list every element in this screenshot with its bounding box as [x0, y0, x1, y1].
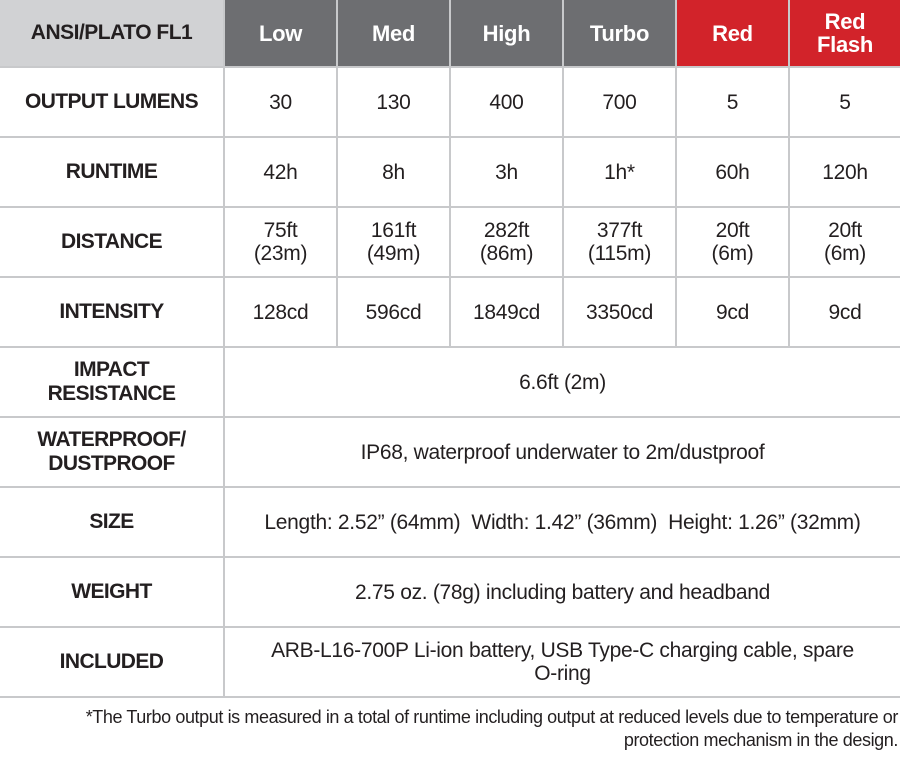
cell-value: 120h — [789, 137, 900, 207]
row-label: RUNTIME — [0, 137, 224, 207]
mode-label: Med — [371, 20, 416, 46]
cell-value: 2.75 oz. (78g) including battery and headband — [224, 557, 900, 627]
cell-value — [337, 207, 450, 277]
mode-header-high — [450, 0, 563, 67]
mode-label: High — [482, 20, 531, 46]
distance-ft: 75ft — [263, 219, 298, 242]
distance-ft: 282ft — [483, 219, 530, 242]
row-runtime — [0, 137, 900, 207]
cell-value: Length: 2.52” (64mm) Width: 1.42” (36mm) Height: 1.26” (32mm) — [224, 487, 900, 557]
corner-header: ANSI/PLATO FL1 — [0, 0, 224, 67]
cell-value — [224, 207, 337, 277]
row-size — [0, 487, 900, 557]
distance-ft: 377ft — [596, 219, 643, 242]
cell-value: 60h — [676, 137, 789, 207]
cell-value — [789, 207, 900, 277]
label-line1: IMPACT — [73, 358, 150, 381]
value-line2: O-ring — [534, 662, 591, 685]
cell-value: 1h* — [563, 137, 676, 207]
cell-value — [676, 207, 789, 277]
cell-value: IP68, waterproof underwater to 2m/dustproof — [224, 417, 900, 487]
distance-ft: 20ft — [828, 219, 862, 242]
distance-m: (49m) — [366, 242, 421, 265]
distance-m: (23m) — [253, 242, 308, 265]
row-weight — [0, 557, 900, 627]
value-line1: ARB-L16-700P Li-ion battery, USB Type-C charging cable, spare — [271, 639, 854, 662]
mode-label: Red — [712, 20, 753, 46]
row-label — [0, 417, 224, 487]
mode-label-line1: Red — [824, 9, 866, 34]
row-label: DISTANCE — [0, 207, 224, 277]
row-included — [0, 627, 900, 697]
label-line1: WATERPROOF/ — [37, 428, 186, 451]
mode-header-red-flash — [789, 0, 900, 67]
cell-value: 1849cd — [450, 277, 563, 347]
cell-value: 5 — [789, 67, 900, 137]
label-line2: RESISTANCE — [47, 382, 176, 405]
distance-m: (86m) — [479, 242, 534, 265]
footnote-line2: protection mechanism in the design. — [623, 730, 898, 750]
cell-value: 30 — [224, 67, 337, 137]
cell-value: 130 — [337, 67, 450, 137]
distance-m: (6m) — [824, 242, 866, 265]
cell-value: 5 — [676, 67, 789, 137]
label-line2: DUSTPROOF — [48, 452, 175, 475]
mode-label: Turbo — [589, 20, 650, 46]
cell-value: 3h — [450, 137, 563, 207]
cell-value: 128cd — [224, 277, 337, 347]
distance-m: (6m) — [711, 242, 754, 265]
distance-ft: 20ft — [715, 219, 750, 242]
distance-ft: 161ft — [370, 219, 417, 242]
mode-label-line2: Flash — [817, 32, 873, 57]
mode-header-med — [337, 0, 450, 67]
row-label: WEIGHT — [0, 557, 224, 627]
cell-value: 42h — [224, 137, 337, 207]
cell-value — [450, 207, 563, 277]
cell-value: 3350cd — [563, 277, 676, 347]
cell-value: 700 — [563, 67, 676, 137]
cell-value: 6.6ft (2m) — [224, 347, 900, 417]
cell-value: 400 — [450, 67, 563, 137]
cell-value: 9cd — [789, 277, 900, 347]
cell-value — [563, 207, 676, 277]
footnote — [0, 706, 898, 752]
mode-header-turbo — [563, 0, 676, 67]
row-label: INCLUDED — [0, 627, 224, 697]
mode-header-low — [224, 0, 337, 67]
row-distance — [0, 207, 900, 277]
cell-value — [224, 627, 900, 697]
cell-value: 596cd — [337, 277, 450, 347]
mode-header-red — [676, 0, 789, 67]
row-output-lumens — [0, 67, 900, 137]
distance-m: (115m) — [587, 242, 652, 265]
row-label: SIZE — [0, 487, 224, 557]
cell-value: 8h — [337, 137, 450, 207]
row-label: INTENSITY — [0, 277, 224, 347]
mode-label: Low — [258, 20, 303, 46]
row-impact-resistance — [0, 347, 900, 417]
row-intensity — [0, 277, 900, 347]
row-waterproof — [0, 417, 900, 487]
row-label: OUTPUT LUMENS — [0, 67, 224, 137]
cell-value: 9cd — [676, 277, 789, 347]
header-row — [0, 0, 900, 67]
row-label — [0, 347, 224, 417]
footnote-line1: *The Turbo output is measured in a total of runtime including output at reduced levels due to temperature or — [85, 707, 898, 727]
